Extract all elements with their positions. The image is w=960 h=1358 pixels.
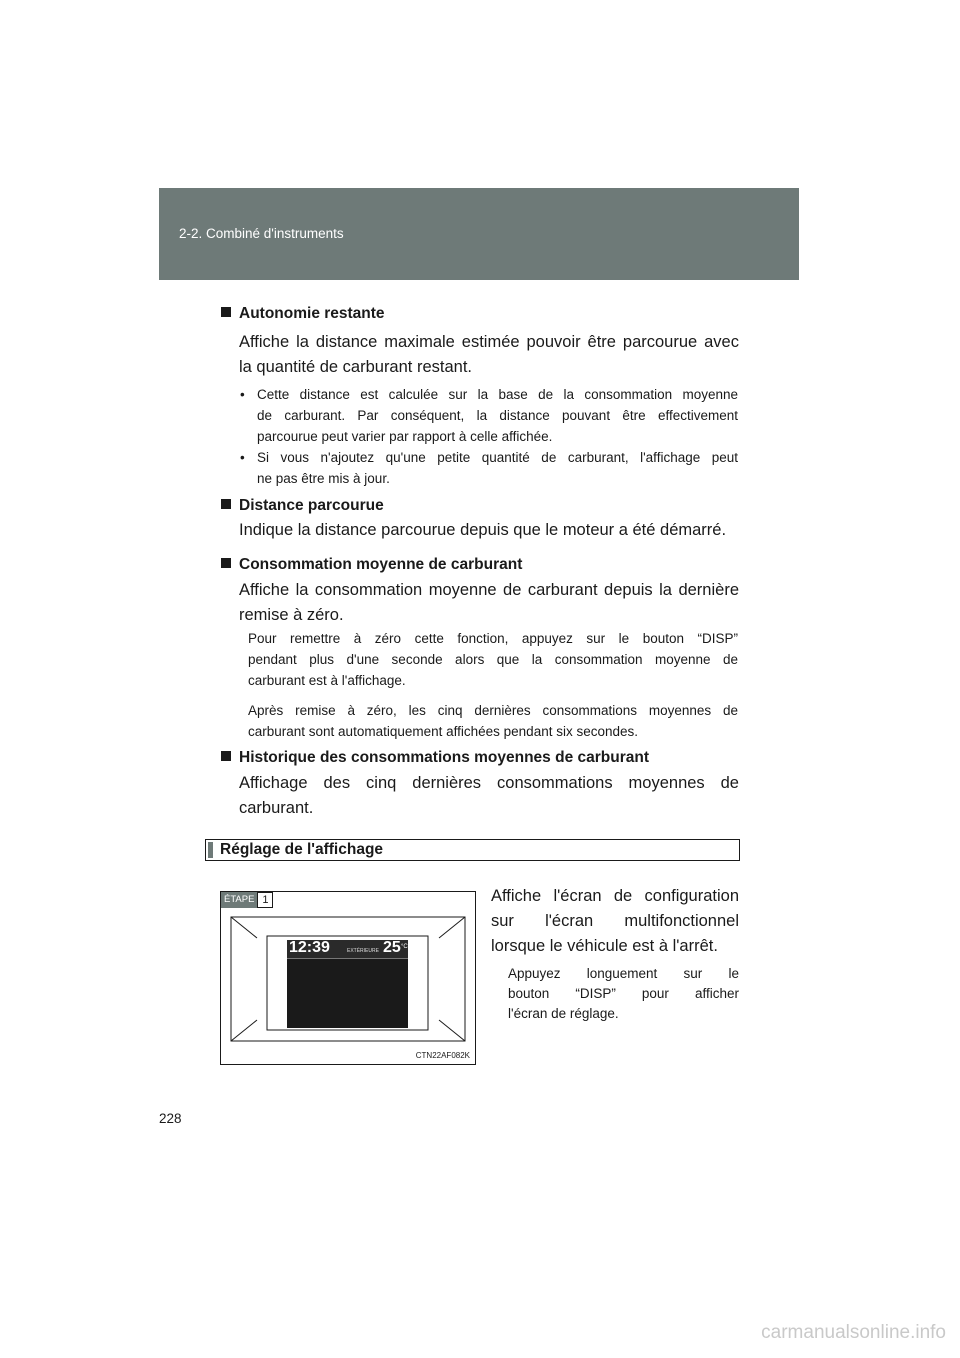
step-number: 1 bbox=[257, 892, 273, 908]
temperature-unit: °C bbox=[401, 944, 408, 950]
outside-temp-label: EXTÉRIEURE bbox=[347, 948, 379, 954]
square-bullet-icon bbox=[221, 751, 231, 761]
screen-status-bar bbox=[287, 940, 408, 959]
page-number: 228 bbox=[159, 1111, 182, 1126]
display-illustration bbox=[220, 891, 476, 1065]
bullet-note: Cette distance est calculée sur la base de la consommation moyenne de carburant. Par conséquent, la distance pouvant être effectivement parcourue peut varier par rapport à celle affichée. bbox=[257, 387, 738, 444]
subsection-title: Réglage de l'affichage bbox=[220, 841, 384, 858]
square-bullet-icon bbox=[221, 307, 231, 317]
square-bullet-icon bbox=[221, 558, 231, 568]
square-bullet-icon bbox=[221, 499, 231, 509]
heading-accent bbox=[208, 842, 213, 858]
multi-info-screen bbox=[287, 940, 408, 1028]
section-title: Consommation moyenne de carburant bbox=[221, 556, 522, 574]
step-label: ÉTAPE bbox=[221, 892, 257, 908]
section-note: Après remise à zéro, les cinq dernières consommations moyennes de carburant sont automatiquement affichées pendant six secondes. bbox=[248, 703, 738, 739]
watermark: carmanualsonline.info bbox=[761, 1322, 946, 1343]
temperature-readout: 25 bbox=[383, 939, 401, 956]
subsection-body: Affiche l'écran de configuration sur l'écran multifonctionnel lorsque le véhicule est à l'arrêt. bbox=[491, 887, 739, 955]
bullet-dot: • bbox=[240, 450, 245, 465]
section-title: Historique des consommations moyennes de carburant bbox=[221, 749, 649, 767]
bullet-note: Si vous n'ajoutez qu'une petite quantité de carburant, l'affichage peut ne pas être mis à jour. bbox=[257, 450, 738, 486]
section-body: Affiche la distance maximale estimée pouvoir être parcourue avec la quantité de carburant restant. bbox=[239, 333, 739, 376]
chapter-title: 2-2. Combiné d'instruments bbox=[179, 226, 344, 241]
chapter-header bbox=[159, 188, 799, 280]
section-note: Pour remettre à zéro cette fonction, appuyez sur le bouton “DISP” pendant plus d'une seconde alors que la consommation moyenne de carburant est à l'affichage. bbox=[248, 631, 738, 688]
subsection-note: Appuyez longuement sur le bouton “DISP” pour afficher l'écran de réglage. bbox=[508, 966, 739, 1021]
section-body: Affiche la consommation moyenne de carburant depuis la dernière remise à zéro. bbox=[239, 581, 739, 624]
subsection-heading bbox=[205, 839, 740, 861]
figure-code: CTN22AF082K bbox=[415, 1051, 470, 1060]
section-body: Indique la distance parcourue depuis que le moteur a été démarré. bbox=[239, 521, 727, 539]
section-title: Distance parcourue bbox=[221, 497, 384, 515]
clock-readout: 12:39 bbox=[289, 939, 330, 956]
section-body: Affichage des cinq dernières consommations moyennes de carburant. bbox=[239, 774, 739, 817]
section-title: Autonomie restante bbox=[221, 305, 385, 323]
bullet-dot: • bbox=[240, 387, 245, 402]
